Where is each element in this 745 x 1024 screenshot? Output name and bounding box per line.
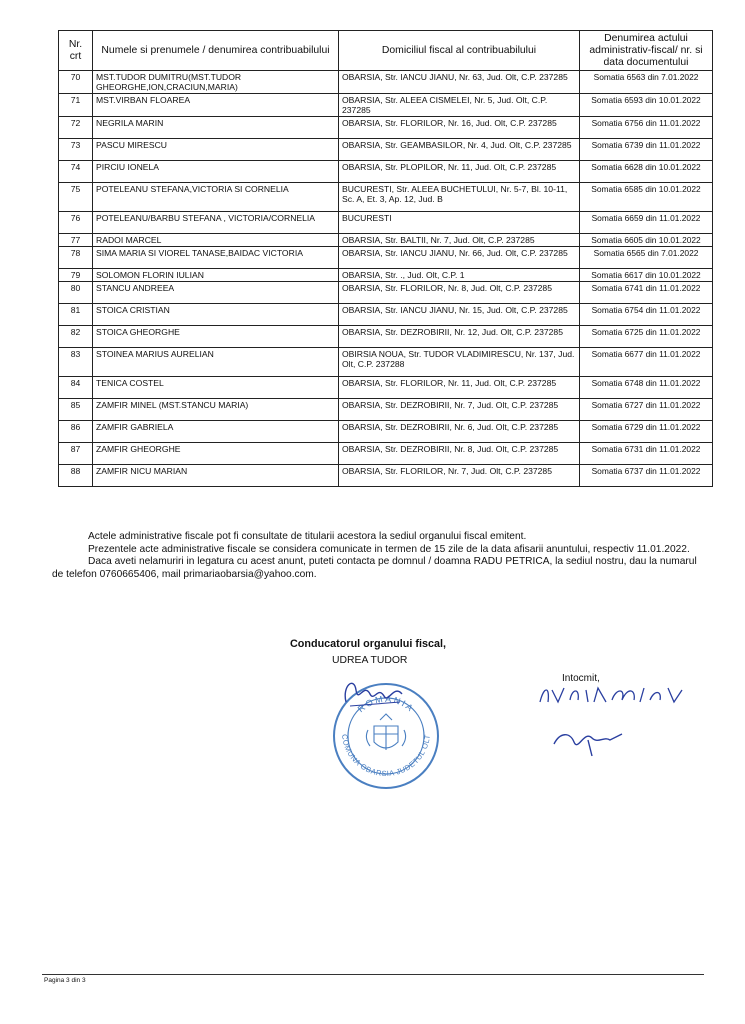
header-nr: Nr. crt [59,31,93,71]
row-nr: 72 [59,117,93,139]
row-name: MST.TUDOR DUMITRU(MST.TUDOR GHEORGHE,ION,CRACIUN,MARIA) [93,71,339,94]
note-communication: Prezentele acte administrative fiscale se considera comunicate in termen de 15 zile de la data afisarii anuntului, respectiv 11.01.2022. [88,543,690,555]
signature-scribble-left [340,672,410,714]
row-address: OBARSIA, Str. DEZROBIRII, Nr. 8, Jud. Olt, C.P. 237285 [339,443,580,465]
row-address: OBARSIA, Str. FLORILOR, Nr. 11, Jud. Olt, C.P. 237285 [339,377,580,399]
table-body [59,71,713,487]
table-row [59,282,713,304]
table-row [59,183,713,212]
table-row [59,377,713,399]
row-address: OBARSIA, Str. PLOPILOR, Nr. 11, Jud. Olt, C.P. 237285 [339,161,580,183]
row-name: ZAMFIR NICU MARIAN [93,465,339,487]
row-address: OBARSIA, Str. IANCU JIANU, Nr. 63, Jud. Olt, C.P. 237285 [339,71,580,94]
row-nr: 76 [59,212,93,234]
table-row [59,304,713,326]
header-address: Domiciliul fiscal al contribuabilului [339,31,580,71]
row-nr: 83 [59,348,93,377]
row-nr: 88 [59,465,93,487]
row-act: Somatia 6617 din 10.01.2022 [580,269,713,282]
row-nr: 77 [59,234,93,247]
row-name: MST.VIRBAN FLOAREA [93,94,339,117]
row-act: Somatia 6748 din 11.01.2022 [580,377,713,399]
row-name: ZAMFIR GHEORGHE [93,443,339,465]
row-address: OBARSIA, Str. FLORILOR, Nr. 7, Jud. Olt, C.P. 237285 [339,465,580,487]
signature-name: UDREA TUDOR [332,655,408,666]
row-act: Somatia 6739 din 11.01.2022 [580,139,713,161]
row-act: Somatia 6741 din 11.01.2022 [580,282,713,304]
row-name: STOICA GHEORGHE [93,326,339,348]
signature-scribble-prepared [536,680,686,710]
row-nr: 80 [59,282,93,304]
row-address: OBARSIA, Str. BALTII, Nr. 7, Jud. Olt, C.P. 237285 [339,234,580,247]
stamp-top-text: ROMANIA [355,693,417,715]
signature-title: Conducatorul organului fiscal, [290,638,446,650]
table-row [59,326,713,348]
row-act: Somatia 6756 din 11.01.2022 [580,117,713,139]
row-address: OBARSIA, Str. ., Jud. Olt, C.P. 1 [339,269,580,282]
row-address: OBARSIA, Str. FLORILOR, Nr. 16, Jud. Olt, C.P. 237285 [339,117,580,139]
row-name: POTELEANU STEFANA,VICTORIA SI CORNELIA [93,183,339,212]
row-address: BUCURESTI [339,212,580,234]
row-nr: 87 [59,443,93,465]
table-row [59,71,713,94]
row-name: SOLOMON FLORIN IULIAN [93,269,339,282]
row-address: OBARSIA, Str. DEZROBIRII, Nr. 12, Jud. Olt, C.P. 237285 [339,326,580,348]
row-act: Somatia 6754 din 11.01.2022 [580,304,713,326]
row-act: Somatia 6565 din 7.01.2022 [580,247,713,269]
row-nr: 86 [59,421,93,443]
table-row [59,465,713,487]
note-consultation: Actele administrative fiscale pot fi consultate de titularii acestora la sediul organului fiscal emitent. [88,531,527,542]
row-address: OBARSIA, Str. ALEEA CISMELEI, Nr. 5, Jud. Olt, C.P. 237285 [339,94,580,117]
footer-rule [42,974,704,975]
header-name: Numele si prenumele / denumirea contribuabilului [93,31,339,71]
row-name: ZAMFIR GABRIELA [93,421,339,443]
row-nr: 75 [59,183,93,212]
row-name: POTELEANU/BARBU STEFANA , VICTORIA/CORNELIA [93,212,339,234]
table-row [59,348,713,377]
row-address: OBARSIA, Str. IANCU JIANU, Nr. 15, Jud. Olt, C.P. 237285 [339,304,580,326]
row-name: RADOI MARCEL [93,234,339,247]
notes-block [52,531,702,581]
table-row [59,247,713,269]
row-address: OBARSIA, Str. DEZROBIRII, Nr. 7, Jud. Olt, C.P. 237285 [339,399,580,421]
row-name: STANCU ANDREEA [93,282,339,304]
row-nr: 70 [59,71,93,94]
row-act: Somatia 6727 din 11.01.2022 [580,399,713,421]
row-address: OBARSIA, Str. IANCU JIANU, Nr. 66, Jud. Olt, C.P. 237285 [339,247,580,269]
table-row [59,139,713,161]
table-row [59,234,713,247]
row-name: STOICA CRISTIAN [93,304,339,326]
table-row [59,94,713,117]
header-act: Denumirea actului administrativ-fiscal/ nr. si data documentului [580,31,713,71]
row-act: Somatia 6729 din 11.01.2022 [580,421,713,443]
row-nr: 84 [59,377,93,399]
row-nr: 73 [59,139,93,161]
coat-of-arms-icon [366,714,405,750]
table-row [59,117,713,139]
row-nr: 79 [59,269,93,282]
row-address: BUCURESTI, Str. ALEEA BUCHETULUI, Nr. 5-7, Bl. 10-11, Sc. A, Et. 3, Ap. 12, Jud. B [339,183,580,212]
row-address: OBARSIA, Str. FLORILOR, Nr. 8, Jud. Olt, C.P. 237285 [339,282,580,304]
signature-scribble-second [548,722,628,758]
row-act: Somatia 6605 din 10.01.2022 [580,234,713,247]
row-act: Somatia 6585 din 10.01.2022 [580,183,713,212]
row-address: OBIRSIA NOUA, Str. TUDOR VLADIMIRESCU, Nr. 137, Jud. Olt, C.P. 237288 [339,348,580,377]
row-act: Somatia 6593 din 10.01.2022 [580,94,713,117]
row-act: Somatia 6659 din 11.01.2022 [580,212,713,234]
row-name: PASCU MIRESCU [93,139,339,161]
row-nr: 82 [59,326,93,348]
row-act: Somatia 6737 din 11.01.2022 [580,465,713,487]
row-address: OBARSIA, Str. GEAMBASILOR, Nr. 4, Jud. Olt, C.P. 237285 [339,139,580,161]
taxpayers-table [58,30,713,487]
table-row [59,399,713,421]
row-address: OBARSIA, Str. DEZROBIRII, Nr. 6, Jud. Olt, C.P. 237285 [339,421,580,443]
row-name: NEGRILA MARIN [93,117,339,139]
table-row [59,161,713,183]
table-row [59,421,713,443]
row-nr: 71 [59,94,93,117]
table-row [59,269,713,282]
table-row [59,443,713,465]
row-nr: 74 [59,161,93,183]
row-name: ZAMFIR MINEL (MST.STANCU MARIA) [93,399,339,421]
row-act: Somatia 6731 din 11.01.2022 [580,443,713,465]
table-row [59,212,713,234]
note-contact: Daca aveti nelamuriri in legatura cu acest anunt, puteti contacta pe domnul / doamna RADU PETRICA, la sediul nostru, dau la numarul de telefon 0760665406, mail primariaobarsia@yahoo.com. [52,556,697,580]
row-name: PIRCIU IONELA [93,161,339,183]
row-nr: 78 [59,247,93,269]
table-header-row [59,31,713,71]
page-number: Pagina 3 din 3 [44,977,86,984]
prepared-by-label: Intocmit, [562,673,600,684]
row-name: SIMA MARIA SI VIOREL TANASE,BAIDAC VICTORIA [93,247,339,269]
row-name: TENICA COSTEL [93,377,339,399]
row-act: Somatia 6677 din 11.01.2022 [580,348,713,377]
row-name: STOINEA MARIUS AURELIAN [93,348,339,377]
stamp-bottom-text: COMUNA OBARSIA JUDETUL OLT [339,733,432,779]
row-nr: 85 [59,399,93,421]
row-nr: 81 [59,304,93,326]
row-act: Somatia 6628 din 10.01.2022 [580,161,713,183]
row-act: Somatia 6563 din 7.01.2022 [580,71,713,94]
row-act: Somatia 6725 din 11.01.2022 [580,326,713,348]
